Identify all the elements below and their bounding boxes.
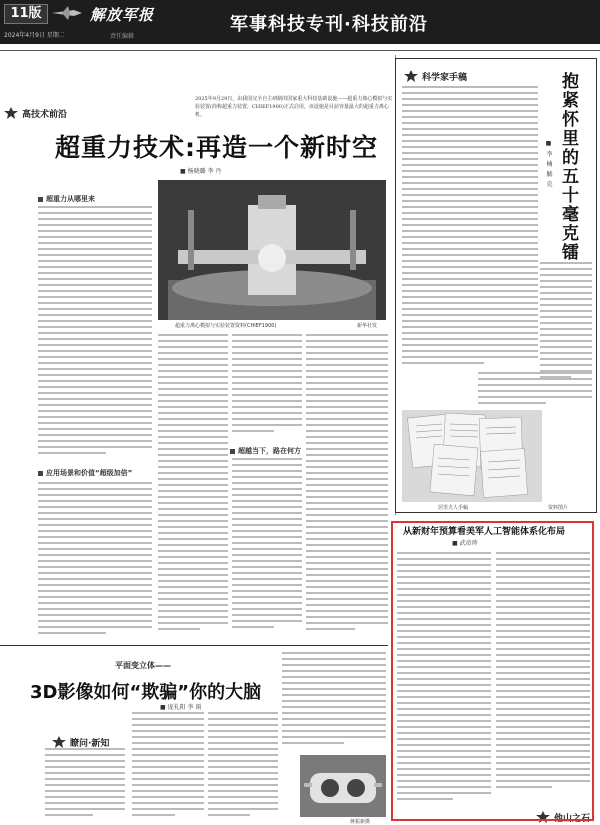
manuscript-image [402, 410, 542, 502]
highlighted-article-body [397, 552, 491, 804]
tag-label: 瞭问·新知 [70, 738, 110, 749]
page-title: 军事科技专刊·科技前沿 [230, 14, 428, 35]
masthead [0, 0, 600, 44]
section-heading: 超越当下，路在何方 [230, 446, 301, 456]
star-icon [52, 736, 66, 748]
article-body-column [306, 334, 388, 640]
divider [0, 50, 600, 51]
square-bullet-icon [38, 197, 43, 202]
jet-icon [52, 6, 82, 20]
highlighted-article-byline: ■ 武帝珍 [452, 540, 478, 547]
article-body-column [132, 712, 204, 822]
article-headline: 超重力技术:再造一个新时空 [55, 133, 378, 162]
article-title: 3D影像如何“欺骗”你的大脑 [30, 682, 262, 703]
section-heading: 应用场景和价值“超级加倍” [38, 468, 132, 478]
tag-label: 科学家手稿 [422, 72, 468, 83]
article-body-column [45, 748, 125, 822]
article-intro: 2025年9月29日，由我国完全自主研制的国家重大科技基础设施——超重力离心模拟与实验装置(简称超重力装置，CHIEF1900)正式启用，该设施是目前容量最大的超重力离心机。 [195, 96, 393, 118]
article-body-column [282, 652, 386, 752]
article-byline: ■ 杨晓璐 李 丹 [180, 168, 222, 175]
sidebar-author: ■ 李 楠 毓 克 [545, 140, 552, 188]
article-body-column [232, 334, 302, 440]
masthead-subline: 责任编辑 [110, 33, 135, 40]
centrifuge-photo [158, 180, 386, 320]
article-body-column [208, 712, 278, 822]
star-icon [4, 107, 18, 119]
divider [0, 645, 388, 646]
centrifuge-image [158, 180, 386, 320]
article-body-column [38, 206, 152, 462]
sidebar-title: 抱紧怀里的五十毫克镭 [558, 72, 578, 262]
manuscript-photo [402, 410, 542, 502]
sidebar-body [540, 262, 592, 382]
highlighted-article-body [496, 552, 590, 802]
vr-headset-image [300, 755, 386, 817]
tag-label: 他山之石 [554, 813, 591, 824]
vr-headset-photo [300, 755, 386, 817]
photo-caption: 超重力离心模拟与实验装置资料(CHIEF1900) [175, 323, 277, 329]
newspaper-logo: 解放军报 [90, 6, 155, 24]
article-body-column [38, 482, 152, 642]
vr-photo-credit: 蒋振新摄 [350, 819, 371, 825]
square-bullet-icon [230, 449, 235, 454]
tag-tech-frontier [4, 106, 67, 120]
tag-new-knowledge [52, 735, 109, 749]
manuscript-caption: 居里夫人手稿 [438, 505, 469, 511]
manuscript-credit: 资料图片 [548, 505, 569, 511]
sidebar-body [478, 372, 592, 412]
tag-label: 高技术前沿 [22, 109, 68, 120]
square-bullet-icon [38, 471, 43, 476]
sidebar-body [402, 86, 538, 366]
photo-credit: 新华社发 [357, 323, 378, 329]
article-body-column [158, 334, 228, 640]
masthead-date: 2024年4月9日 星期二 [4, 32, 65, 39]
article-byline: ■ 庞礼阳 李 雨 [160, 704, 202, 711]
article-body-column [232, 458, 302, 640]
highlighted-article-title: 从新财年预算看美军人工智能体系化布局 [403, 527, 566, 537]
page-number: 11版 [4, 4, 48, 24]
article-preheading: 平面变立体—— [115, 661, 171, 670]
section-heading: 超重力从哪里来 [38, 194, 95, 204]
